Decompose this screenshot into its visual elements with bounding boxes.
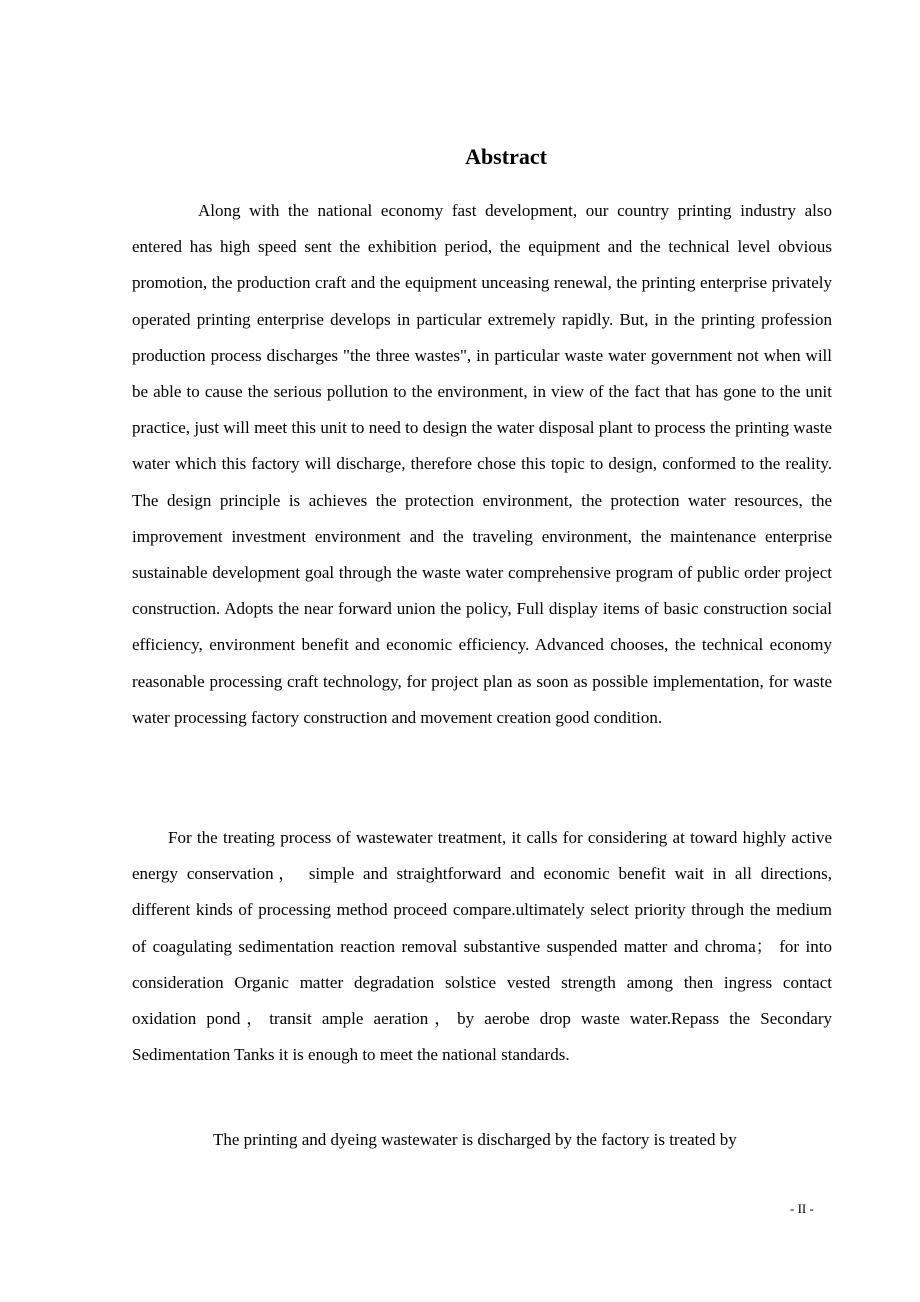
page-title: Abstract — [465, 144, 547, 169]
page-number: - II - — [790, 1201, 814, 1216]
abstract-paragraph-2: For the treating process of wastewater treatment, it calls for considering at toward highly active energy conservation， simple and straightforward and economic benefit wait in all directions, different kinds of processing method proceed compare.ultimately select priority through the medium of coagulating sedimentation reaction removal substantive suspended matter and chroma； for into consideration Organic matter degradation solstice vested strength among then ingress contact oxidation pond，transit ample aeration，by aerobe drop waste water.Repass the Secondary Sedimentation Tanks it is enough to meet the national standards. — [132, 828, 832, 1065]
abstract-paragraph-1: Along with the national economy fast development, our country printing industry also entered has high speed sent the exhibition period, the equipment and the technical level obvious promotion, the production craft and the equipment unceasing renewal, the printing enterprise privately operated printing enterprise develops in particular extremely rapidly. But, in the printing profession production process discharges "the three wastes", in particular waste water government not when will be able to cause the serious pollution to the environment, in view of the fact that has gone to the unit practice, just will meet this unit to need to design the water disposal plant to process the printing waste water which this factory will discharge, therefore chose this topic to design, conformed to the reality. The design principle is achieves the protection environment, the protection water resources, the improvement investment environment and the traveling environment, the maintenance enterprise sustainable development goal through the waste water comprehensive program of public order project construction. Adopts the near forward union the policy, Full display items of basic construction social efficiency, environment benefit and economic efficiency. Advanced chooses, the technical economy reasonable processing craft technology, for project plan as soon as possible implementation, for waste water processing factory construction and movement creation good condition. — [132, 201, 832, 727]
abstract-paragraph-3: The printing and dyeing wastewater is discharged by the factory is treated by — [213, 1130, 737, 1149]
